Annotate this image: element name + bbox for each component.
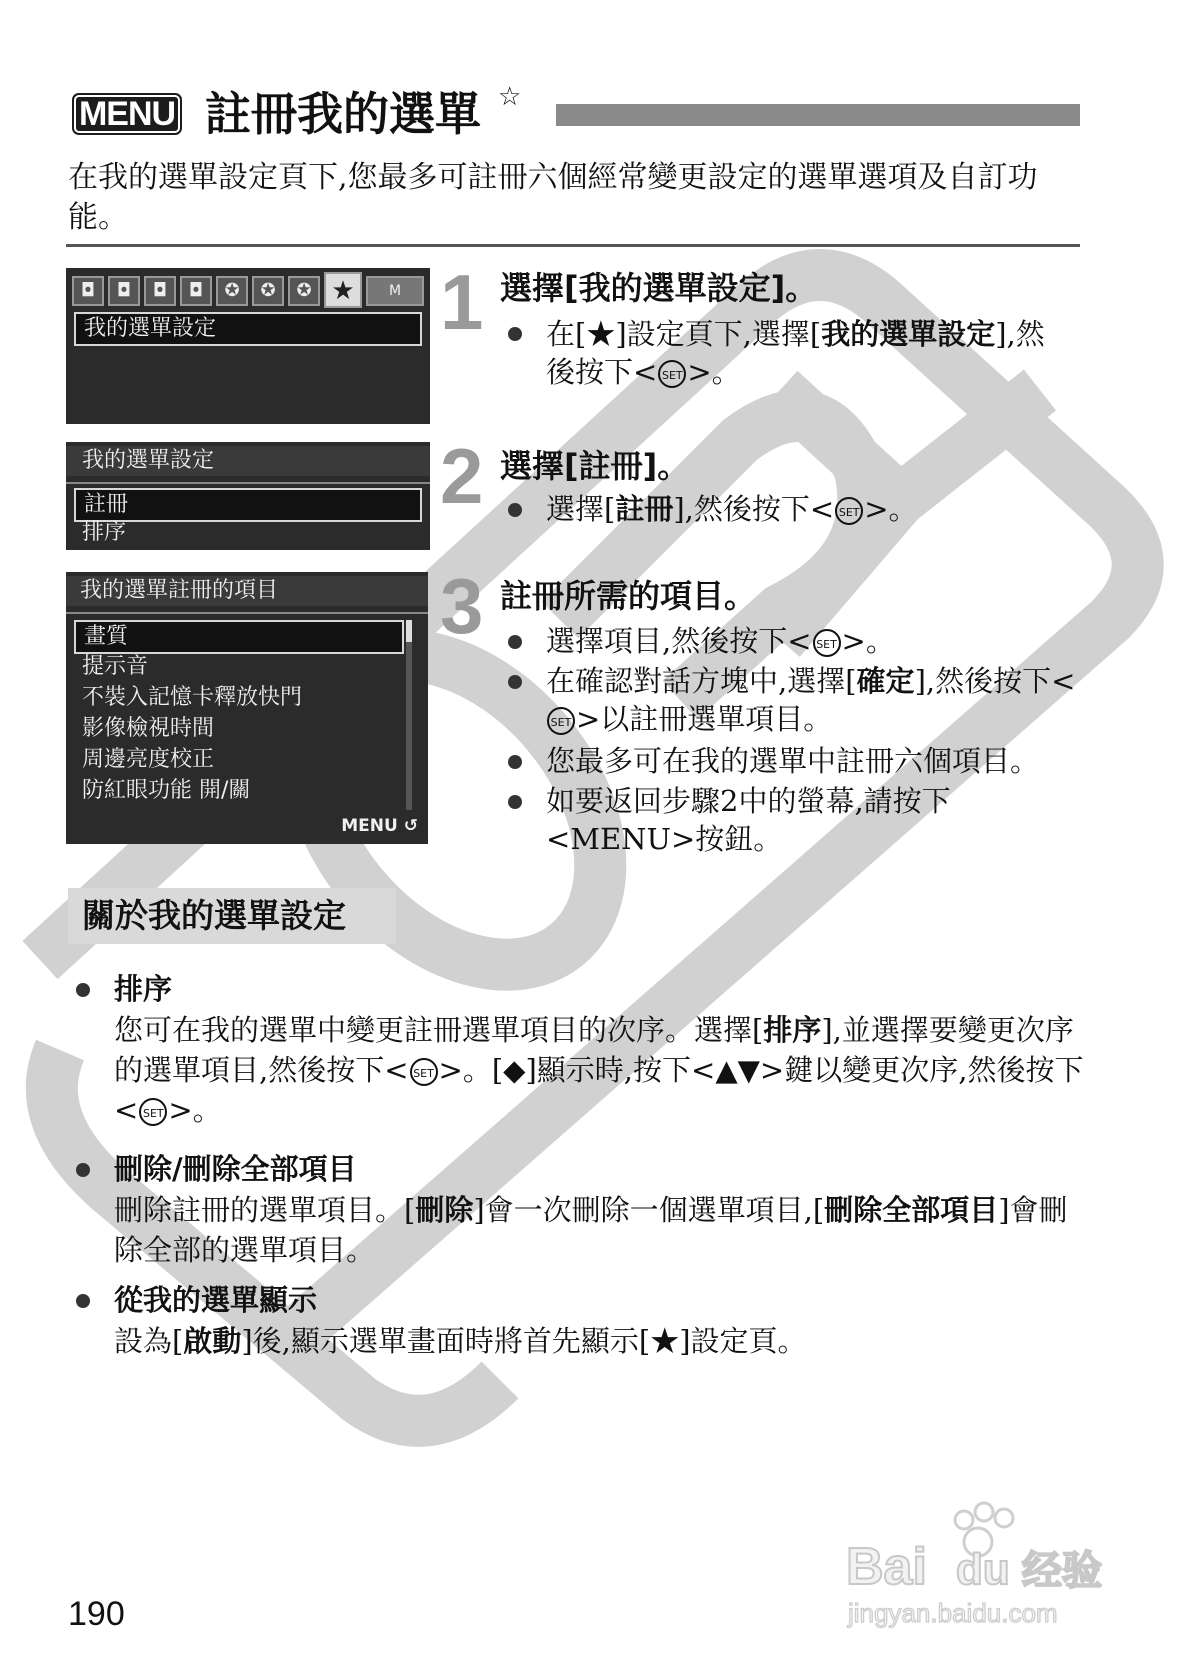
item-text-delete: 刪除註冊的選單項目。[刪除]會一次刪除一個選單項目,[刪除全部項目]會刪除全部的選單項目。 <box>114 1193 1068 1267</box>
step-title: 註冊所需的項目。 <box>500 577 757 615</box>
screen-header: 我的選單註冊的項目 <box>66 576 428 606</box>
step-bullet: 選擇項目,然後按下< SET >。 <box>546 624 895 658</box>
camera-screen-3 <box>66 572 428 844</box>
item-text-display: 設為[啟動]後,顯示選單畫面時將首先顯示[★]設定頁。 <box>114 1324 807 1358</box>
bullet-dot-icon <box>508 327 522 341</box>
bullet-dot-icon <box>508 755 522 769</box>
title-rule-bar <box>556 104 1080 126</box>
shooting-tab-icon: ◘ <box>108 276 140 306</box>
screen-row-item: 防紅眼功能 開/關 <box>82 778 251 803</box>
step-bullet: 在[★]設定頁下,選擇[我的選單設定],然後按下< SET >。 <box>546 317 1045 389</box>
screen-divider <box>66 612 428 614</box>
step-bullet: 在確認對話方塊中,選擇[確定],然後按下<SET >以註冊選單項目。 <box>546 664 1076 736</box>
shooting-tab-icon: ◘ <box>72 276 104 306</box>
step-number: 2 <box>440 432 484 520</box>
set-button-icon: SET <box>547 707 575 735</box>
screen-row-item: 畫質 <box>74 620 404 654</box>
shooting-tab-icon: ◘ <box>180 276 212 306</box>
bullet-dot-icon <box>508 635 522 649</box>
shooting-tab-icon: ◘ <box>144 276 176 306</box>
screen-divider <box>66 482 430 484</box>
svg-text:Bai: Bai <box>846 1538 927 1596</box>
screen-scrollbar <box>406 620 412 810</box>
up-down-diamond-icon: ◆ <box>503 1053 526 1087</box>
screen-row-item: 影像檢視時間 <box>82 716 215 741</box>
step-bullet: 您最多可在我的選單中註冊六個項目。 <box>546 744 1040 778</box>
bullet-dot-icon <box>508 503 522 517</box>
item-text-sort: 您可在我的選單中變更註冊選單項目的次序。選擇[排序],並選擇要變更次序的選單項目,然後按下< SET >。[◆]顯示時,按下<▲▼>鍵以變更次序,然後按下< SET >。 <box>114 1013 1084 1127</box>
screen-row-item: 周邊亮度校正 <box>82 747 215 772</box>
set-button-icon: SET <box>139 1098 167 1126</box>
intro-paragraph: 在我的選單設定頁下,您最多可註冊六個經常變更設定的選單選項及自訂功能。 <box>68 160 1038 235</box>
step-title: 選擇[註冊]。 <box>500 447 690 485</box>
bullet-dot-icon <box>508 675 522 689</box>
svg-text:jingyan.baidu.com: jingyan.baidu.com <box>848 1598 1058 1628</box>
item-heading-sort: 排序 <box>114 972 173 1006</box>
set-button-icon: SET <box>658 360 686 388</box>
screen-row-item: 提示音 <box>82 654 149 679</box>
menu-badge: MENU <box>72 93 182 135</box>
camera-screen-2 <box>66 442 430 550</box>
step-number: 1 <box>440 258 484 346</box>
set-button-icon: SET <box>410 1058 438 1086</box>
screen-header: 我的選單設定 <box>66 446 430 476</box>
item-heading-delete: 刪除/刪除全部項目 <box>114 1152 357 1186</box>
step-number: 3 <box>440 562 484 650</box>
section-title: 關於我的選單設定 <box>82 896 346 935</box>
bullet-dot-icon <box>76 983 90 997</box>
svg-text:经验: 经验 <box>1022 1548 1102 1594</box>
screen-row-my-menu-settings: 我的選單設定 <box>74 312 422 346</box>
screen-footer-menu-back: MENU ↺ <box>341 816 418 836</box>
setup-tab-icon: ✪ <box>216 276 248 306</box>
item-heading-display: 從我的選單顯示 <box>114 1283 318 1317</box>
advanced-star-icon: ☆ <box>498 82 522 112</box>
screen-row-sort: 排序 <box>82 520 127 545</box>
set-button-icon: SET <box>813 629 841 657</box>
star-icon: ★ <box>650 1324 680 1358</box>
page-title: 註冊我的選單 <box>205 87 481 141</box>
my-menu-star-tab-icon: ★ <box>324 272 362 308</box>
setup-tab-icon: ✪ <box>252 276 284 306</box>
bullet-dot-icon <box>508 795 522 809</box>
setup-tab-icon: ✪ <box>288 276 320 306</box>
set-button-icon: SET <box>835 497 863 525</box>
mode-badge-icon: M <box>366 276 424 306</box>
svg-text:du: du <box>956 1545 1010 1594</box>
screen-row-item: 不裝入記憶卡釋放快門 <box>82 685 303 710</box>
up-down-arrow-icon: ▲▼ <box>715 1053 760 1087</box>
step-bullet: 選擇[註冊],然後按下< SET >。 <box>546 492 918 526</box>
step-title: 選擇[我的選單設定]。 <box>500 269 818 307</box>
bullet-dot-icon <box>76 1163 90 1177</box>
page-number: 190 <box>68 1595 125 1633</box>
step-bullet: 如要返回步驟2中的螢幕,請按下<MENU>按鈕。 <box>546 784 951 856</box>
screen-row-register: 註冊 <box>74 488 422 522</box>
section-divider <box>66 244 1080 247</box>
screen-scrollbar-thumb <box>406 620 412 642</box>
bullet-dot-icon <box>76 1294 90 1308</box>
baidu-jingyan-logo <box>846 1498 1116 1638</box>
camera-screen-1 <box>66 268 430 424</box>
